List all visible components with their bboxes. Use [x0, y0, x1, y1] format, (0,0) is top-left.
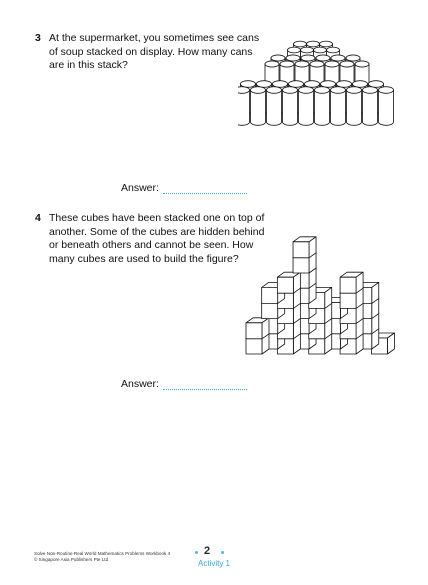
page-number: 2 [204, 545, 211, 557]
cube [277, 272, 300, 293]
footer-copyright: © Singapore Asia Publishers Pte Ltd [34, 557, 109, 562]
question-4-line-1: These cubes have been stacked one on top of [49, 212, 265, 224]
question-3-number: 3 [35, 32, 41, 44]
question-3-answer-field[interactable] [163, 183, 247, 194]
question-3-line-3: are in this stack? [49, 59, 128, 71]
question-4-line-3: or beneath others and cannot be seen. How [49, 239, 254, 251]
question-3-answer-label: Answer: [121, 182, 159, 194]
footer-book-title: Solve Non-Routine Real World Mathematics Problems Workbook 4 [34, 551, 171, 556]
footer-credits [34, 551, 170, 563]
cube [246, 318, 269, 339]
question-3-text [49, 32, 259, 73]
question-4-number: 4 [35, 212, 41, 224]
question-3-line-1: At the supermarket, you sometimes see cans [49, 32, 260, 44]
can [299, 87, 314, 126]
question-4-answer-label: Answer: [121, 378, 159, 390]
question-4-answer-field[interactable] [163, 379, 247, 390]
cube-stack-figure [244, 210, 404, 360]
page-dot-right [221, 551, 224, 554]
question-4-text [49, 212, 264, 266]
can [363, 87, 378, 126]
can [347, 87, 362, 126]
can [267, 87, 282, 126]
can [379, 87, 394, 126]
page-dot-left [195, 551, 198, 554]
can [251, 87, 266, 126]
can [331, 87, 346, 126]
question-4-answer-row [121, 378, 247, 390]
can [238, 87, 250, 126]
cube [340, 272, 363, 293]
question-3-answer-row [121, 182, 247, 194]
question-4-line-4: many cubes are used to build the figure? [49, 252, 239, 265]
question-4-line-2: another. Some of the cubes are hidden behind [49, 225, 265, 238]
question-3-line-2: of soup stacked on display. How many cans [49, 45, 253, 58]
cube [293, 237, 316, 258]
can [283, 87, 298, 126]
activity-label: Activity 1 [198, 559, 231, 568]
can-stack-figure [238, 36, 398, 156]
can [315, 87, 330, 126]
